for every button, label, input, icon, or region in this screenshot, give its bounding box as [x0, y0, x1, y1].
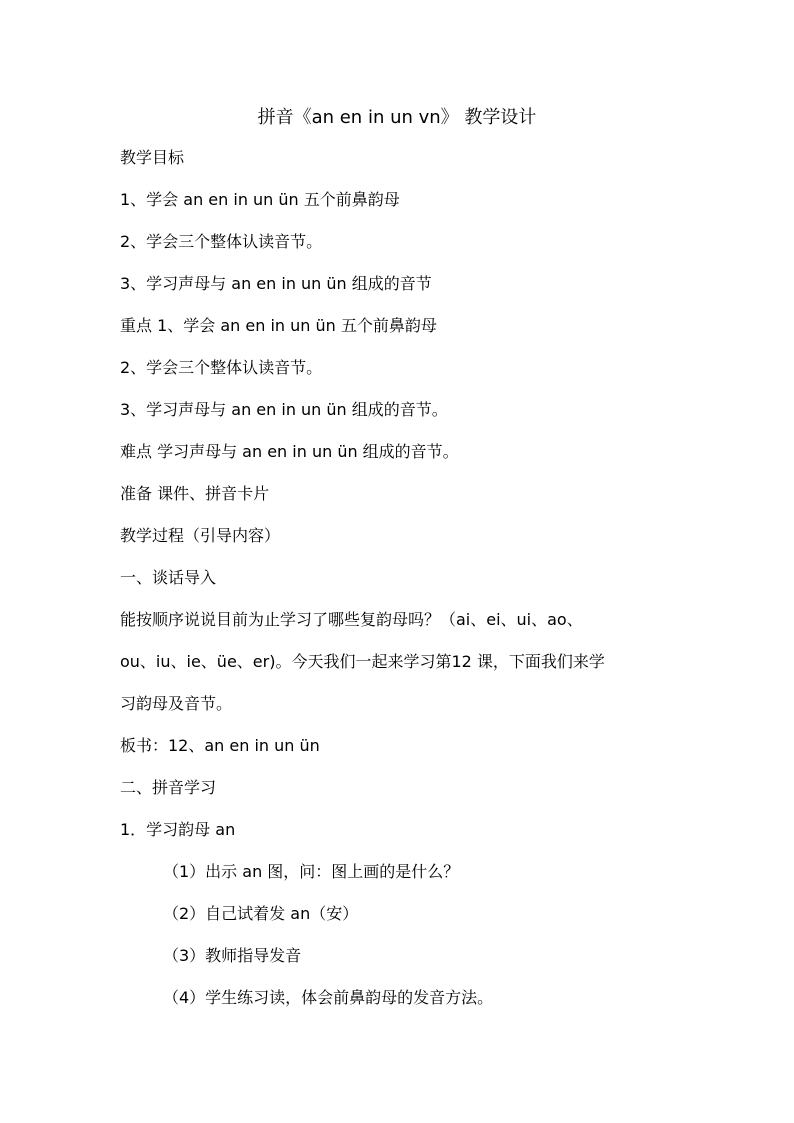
step-item-1: （1）出示 an 图，问：图上画的是什么？ [163, 862, 460, 881]
step-item-2: （2）自己试着发 an（安） [163, 904, 359, 923]
objective-line-3: 3、学习声母与 an en in un ün 组成的音节 [120, 274, 432, 293]
difficulty-line: 难点 学习声母与 an en in un ün 组成的音节。 [120, 442, 459, 461]
section-heading-pinyin: 二、拼音学习 [120, 778, 217, 797]
intro-paragraph-line-2: ou、iu、ie、üe、er)。今天我们一起来学习第12 课，下面我们来学 [120, 652, 605, 671]
section-heading-objectives: 教学目标 [120, 148, 185, 167]
key-point-line-2: 2、学会三个整体认读音节。 [120, 358, 323, 377]
document-title: 拼音《an en in un vn》 教学设计 [257, 107, 537, 128]
step-heading-an: 1．学习韵母 an [120, 820, 236, 839]
section-heading-intro: 一、谈话导入 [120, 568, 217, 587]
objective-line-1: 1、学会 an en in un ün 五个前鼻韵母 [120, 190, 400, 209]
step-item-3: （3）教师指导发音 [163, 946, 302, 965]
objective-line-2: 2、学会三个整体认读音节。 [120, 232, 323, 251]
step-item-4: （4）学生练习读，体会前鼻韵母的发音方法。 [163, 988, 494, 1007]
intro-paragraph-line-1: 能按顺序说说目前为止学习了哪些复韵母吗？（ai、ei、ui、ao、 [120, 610, 583, 629]
section-heading-process: 教学过程（引导内容） [120, 526, 281, 545]
preparation-line: 准备 课件、拼音卡片 [120, 484, 270, 503]
intro-paragraph-line-3: 习韵母及音节。 [120, 694, 233, 713]
blackboard-line: 板书：12、an en in un ün [120, 736, 320, 755]
key-point-line-1: 重点 1、学会 an en in un ün 五个前鼻韵母 [120, 316, 437, 335]
key-point-line-3: 3、学习声母与 an en in un ün 组成的音节。 [120, 400, 448, 419]
